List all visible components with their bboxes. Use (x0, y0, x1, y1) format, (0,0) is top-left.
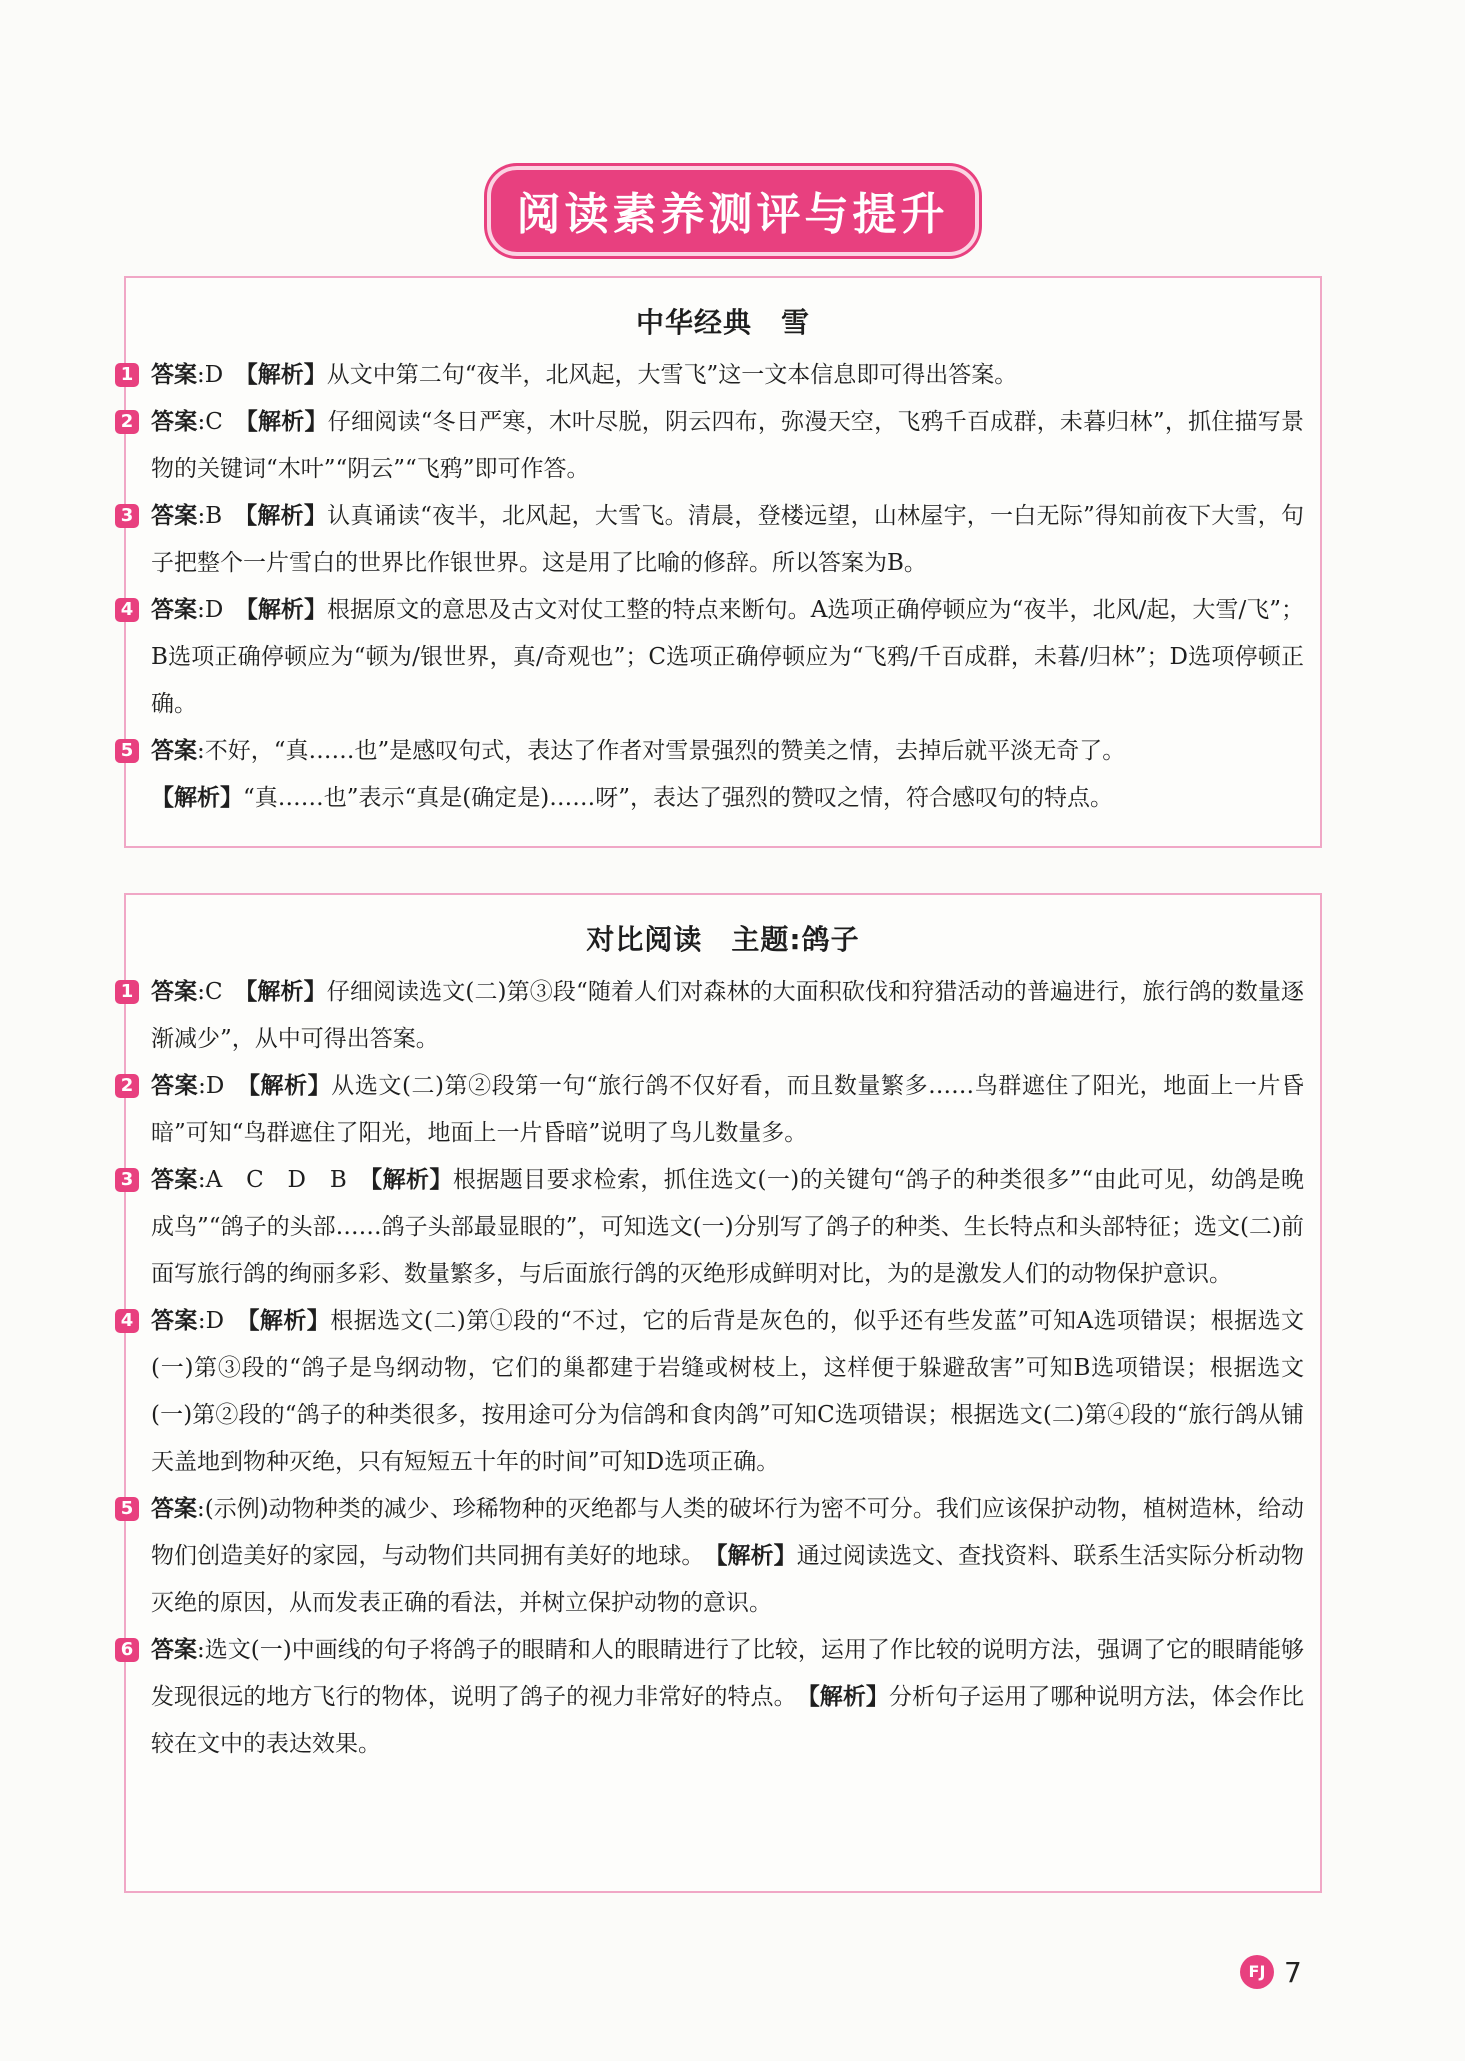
section-classic-snow (120, 276, 1322, 848)
analysis-text: 仔细阅读“冬日严寒，木叶尽脱，阴云四布，弥漫天空，飞鸦千百成群，未暮归林”，抓住描写景物的关键词“木叶”“阴云”“飞鸦”即可作答。 (151, 409, 1305, 482)
question-number-badge: 3 (115, 504, 139, 528)
section-title: 对比阅读 主题:鸽子 (586, 923, 860, 956)
answer-item (120, 728, 1320, 775)
question-number-badge: 5 (115, 1497, 139, 1521)
publisher-badge: FJ (1240, 1955, 1274, 1989)
analysis-text: 从选文(二)第②段第一句“旅行鸽不仅好看，而且数量繁多……鸟群遮住了阳光，地面上一片昏暗”可知“鸟群遮住了阳光，地面上一片昏暗”说明了鸟儿数量多。 (151, 1073, 1305, 1146)
analysis-label: 【解析】 (246, 409, 328, 435)
question-number-badge: 2 (115, 410, 139, 434)
question-number-badge: 3 (115, 1168, 139, 1192)
answer-item (120, 493, 1320, 587)
analysis-label: 【解析】 (808, 1684, 889, 1710)
page-number: 7 (1284, 1955, 1302, 1989)
answer-label: 答案 (151, 597, 198, 623)
answer-item (120, 1627, 1320, 1768)
answer-text: :D (197, 1308, 225, 1334)
answer-item (120, 969, 1320, 1063)
question-number-badge: 6 (115, 1638, 139, 1662)
question-number-badge: 5 (115, 739, 139, 763)
answer-text: :A C D B (197, 1167, 347, 1193)
answer-label: 答案 (151, 1167, 198, 1193)
answer-item (120, 399, 1320, 493)
page-title: 阅读素养测评与提升 (487, 166, 979, 256)
analysis-label: 【解析】 (370, 1167, 453, 1193)
analysis-label: 【解析】 (151, 785, 243, 811)
answer-item (120, 587, 1320, 728)
answer-item (120, 1157, 1320, 1298)
answer-text: :B (197, 503, 223, 529)
question-number-badge: 4 (115, 1309, 139, 1333)
answer-label: 答案 (151, 1073, 199, 1099)
page-header (0, 166, 1465, 256)
analysis-text: 通过阅读选文、查找资料、联系生活实际分析动物灭绝的原因，从而发表正确的看法，并树立保护动物的意识。 (151, 1543, 1305, 1616)
analysis-text: 根据题目要求检索，抓住选文(一)的关键句“鸽子的种类很多”“由此可见，幼鸽是晚成鸟”“鸽子的头部……鸽子头部最显眼的”，可知选文(一)分别写了鸽子的种类、生长特点和头部特征；选文(二)前面写旅行鸽的绚丽多彩、数量繁多，与后面旅行鸽的灭绝形成鲜明对比，为的是激发人们的动物保护意识。 (151, 1167, 1305, 1287)
answer-label: 答案 (151, 979, 198, 1005)
section-title: 中华经典 雪 (635, 306, 810, 339)
question-number-badge: 2 (115, 1074, 139, 1098)
answer-label: 答案 (151, 1308, 198, 1334)
analysis-text: 根据选文(二)第①段的“不过，它的后背是灰色的，似乎还有些发蓝”可知A选项错误；根据选文(一)第③段的“鸽子是鸟纲动物，它们的巢都建于岩缝或树枝上，这样便于躲避敌害”可知B选项错误；根据选文(一)第②段的“鸽子的种类很多，按用途可分为信鸽和食肉鸽”可知C选项错误；根据选文(二)第④段的“旅行鸽从铺天盖地到物种灭绝，只有短短五十年的时间”可知D选项正确。 (151, 1308, 1305, 1475)
question-number-badge: 1 (115, 980, 139, 1004)
answer-text: :C (197, 979, 223, 1005)
analysis-label: 【解析】 (248, 1073, 332, 1099)
answer-label: 答案 (151, 1637, 198, 1663)
analysis-label: 【解析】 (247, 1308, 331, 1334)
answer-item (120, 1486, 1320, 1627)
question-number-badge: 1 (115, 363, 139, 387)
analysis-text: 仔细阅读选文(二)第③段“随着人们对森林的大面积砍伐和狩猎活动的普遍进行，旅行鸽的数量逐渐减少”，从中可得出答案。 (151, 979, 1305, 1052)
analysis-label: 【解析】 (245, 503, 328, 529)
answer-label: 答案 (151, 362, 197, 388)
analysis-line (126, 775, 1320, 822)
analysis-text: “真……也”表示“真是(确定是)……呀”，表达了强烈的赞叹之情，符合感叹句的特点。 (243, 785, 1113, 811)
analysis-text: 根据原文的意思及古文对仗工整的特点来断句。A选项正确停顿应为“夜半，北风/起，大雪/飞”；B选项正确停顿应为“顿为/银世界，真/奇观也”；C选项正确停顿应为“飞鸦/千百成群，未暮/归林”；D选项停顿正确。 (151, 597, 1305, 717)
answer-text: :C (197, 409, 223, 435)
page-footer (1240, 1955, 1302, 1989)
analysis-label: 【解析】 (245, 979, 327, 1005)
answer-item (120, 1063, 1320, 1157)
answer-text: :不好，“真……也”是感叹句式，表达了作者对雪景强烈的赞美之情，去掉后就平淡无奇了。 (197, 738, 1126, 764)
analysis-text: 分析句子运用了哪种说明方法，体会作比较在文中的表达效果。 (151, 1684, 1305, 1757)
answer-text: :D (197, 362, 224, 388)
answer-item (120, 1298, 1320, 1486)
analysis-label: 【解析】 (246, 597, 327, 623)
analysis-text: 认真诵读“夜半，北风起，大雪飞。清晨，登楼远望，山林屋宇，一白无际”得知前夜下大雪，句子把整个一片雪白的世界比作银世界。这是用了比喻的修辞。所以答案为B。 (151, 503, 1305, 576)
question-number-badge: 4 (115, 598, 139, 622)
section-compare-pigeons (120, 893, 1322, 1893)
analysis-label: 【解析】 (716, 1543, 797, 1569)
answer-item (120, 352, 1320, 399)
answer-label: 答案 (151, 409, 198, 435)
answer-label: 答案 (151, 1496, 198, 1522)
answer-text: :D (198, 1073, 225, 1099)
answer-text: :选文(一)中画线的句子将鸽子的眼睛和人的眼睛进行了比较，运用了作比较的说明方法，强调了它的眼睛能够发现很远的地方飞行的物体，说明了鸽子的视力非常好的特点。 (151, 1637, 1304, 1710)
answer-text: :D (197, 597, 224, 623)
analysis-text: 从文中第二句“夜半，北风起，大雪飞”这一文本信息即可得出答案。 (326, 362, 1018, 388)
answer-label: 答案 (151, 738, 197, 764)
analysis-label: 【解析】 (246, 362, 327, 388)
answer-label: 答案 (151, 503, 198, 529)
answer-text: :(示例)动物种类的减少、珍稀物种的灭绝都与人类的破坏行为密不可分。我们应该保护动物，植树造林，给动物们创造美好的家园，与动物们共同拥有美好的地球。 (151, 1496, 1304, 1569)
